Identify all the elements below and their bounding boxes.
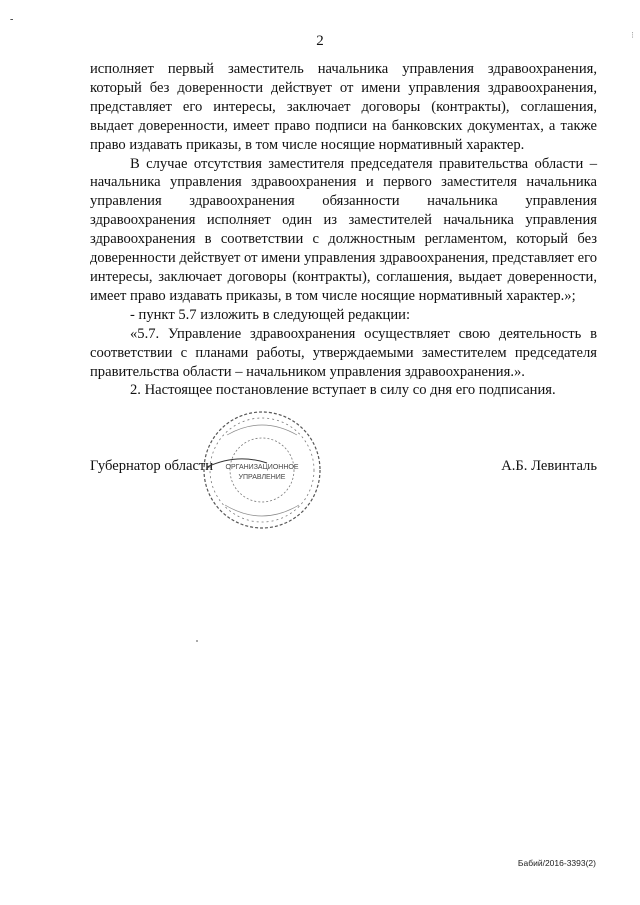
paragraph-5: 2. Настоящее постановление вступает в силу со дня его подписания. (130, 382, 556, 399)
scan-speck (196, 640, 198, 642)
scan-mark: - (10, 14, 14, 25)
edge-scan-mark: ⁝ (631, 30, 634, 40)
page-number: 2 (316, 33, 324, 49)
document-body (90, 60, 597, 400)
signatory-title: Губернатор области (90, 458, 214, 474)
paragraph-2: В случае отсутствия заместителя председателя правительства области – начальника управления здравоохранения и первого заместителя начальника управления здравоохранения обязанности начальника управления здравоохранения исполняет один из заместителей начальника управления здравоохранения в соответствии с должностным регламентом, который без доверенности действует от имени управления здравоохранения, представляет его интересы, заключает договоры (контракты), соглашения, выдает доверенности, имеет право издавать приказы, в том числе носящие нормативный характер.»; (90, 155, 597, 304)
paragraph-4: «5.7. Управление здравоохранения осуществляет свою деятельность в соответствии с планами работы, утверждаемыми заместителем председателя правительства области – начальником управления здравоохранения.». (90, 325, 597, 380)
paragraph-3: - пункт 5.7 изложить в следующей редакции: (130, 306, 411, 323)
paragraph-1: исполняет первый заместитель начальника управления здравоохранения, который без доверенности действует от имени управления здравоохранения, представляет его интересы, заключает договоры (контракты), соглашения, выдает доверенности, имеет право подписи на банковских документах, а также право издавать приказы, в том числе носящие нормативный характер. (90, 61, 597, 153)
official-stamp (197, 405, 327, 535)
stamp-text-1: ОРГАНИЗАЦИОННОЕ (225, 464, 299, 471)
signatory-name: А.Б. Левинталь (501, 458, 597, 474)
document-code: Бабий/2016-3393(2) (517, 858, 596, 868)
stamp-text-2: УПРАВЛЕНИЕ (238, 474, 286, 481)
